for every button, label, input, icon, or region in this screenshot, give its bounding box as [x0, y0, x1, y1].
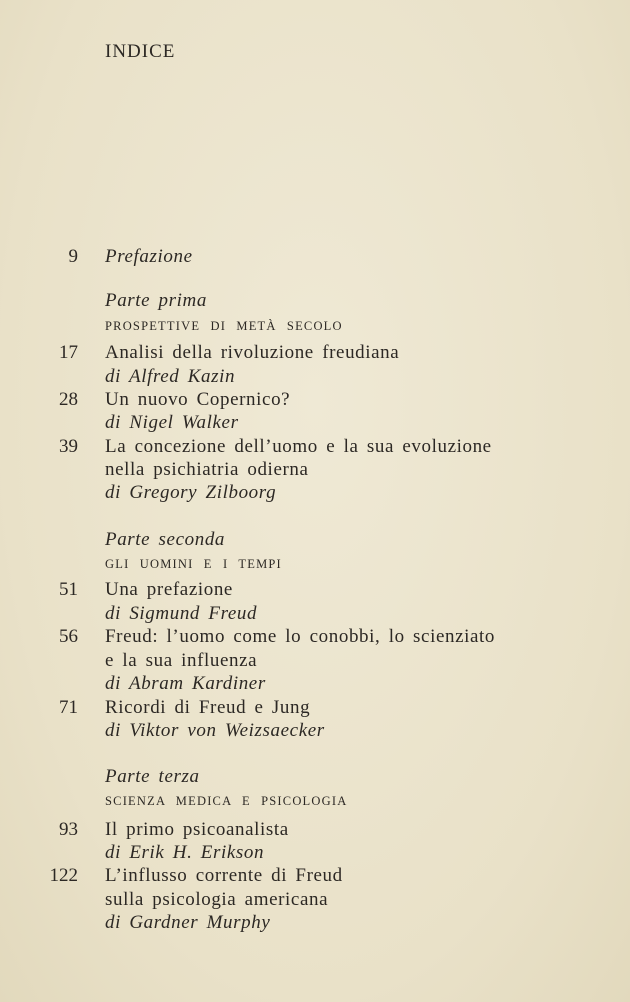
entry-title: Il primo psicoanalista: [105, 819, 289, 840]
part-label: Parte terza: [105, 766, 200, 787]
entry-author: di Viktor von Weizsaecker: [105, 720, 325, 741]
page-number: 39: [59, 436, 78, 457]
page-number: 9: [68, 246, 78, 267]
entry-author: di Gregory Zilboorg: [105, 482, 277, 503]
entry-title: Analisi della rivoluzione freudiana: [105, 342, 400, 363]
part-label: Parte seconda: [105, 529, 226, 550]
entry-title-cont: nella psichiatria odierna: [105, 459, 309, 480]
entry-title-cont: sulla psicologia americana: [105, 889, 329, 910]
entry-author: di Nigel Walker: [105, 412, 239, 433]
page-number: 28: [59, 389, 78, 410]
page-number: 51: [59, 579, 78, 600]
entry-title: Una prefazione: [105, 579, 233, 600]
entry-title: Freud: l’uomo come lo conobbi, lo scienziato: [105, 626, 496, 647]
entry-title: Un nuovo Copernico?: [105, 389, 291, 410]
entry-author: di Erik H. Erikson: [105, 842, 265, 863]
page-number: 71: [59, 697, 78, 718]
entry-title: Prefazione: [105, 246, 193, 267]
entry-author: di Gardner Murphy: [105, 912, 271, 933]
page-number: 17: [59, 342, 78, 363]
part-heading: SCIENZA MEDICA E PSICOLOGIA: [105, 794, 348, 808]
page-title: INDICE: [105, 41, 176, 62]
page-number: 93: [59, 819, 78, 840]
entry-title: La concezione dell’uomo e la sua evoluzione: [105, 436, 492, 457]
part-label: Parte prima: [105, 290, 207, 311]
entry-title-cont: e la sua influenza: [105, 650, 258, 671]
entry-author: di Sigmund Freud: [105, 603, 258, 624]
entry-author: di Abram Kardiner: [105, 673, 266, 694]
entry-title: L’influsso corrente di Freud: [105, 865, 343, 886]
entry-author: di Alfred Kazin: [105, 366, 236, 387]
part-heading: GLI UOMINI E I TEMPI: [105, 557, 282, 571]
entry-title: Ricordi di Freud e Jung: [105, 697, 311, 718]
page-number: 122: [49, 865, 78, 886]
page-number: 56: [59, 626, 78, 647]
part-heading: PROSPETTIVE DI METÀ SECOLO: [105, 319, 343, 333]
